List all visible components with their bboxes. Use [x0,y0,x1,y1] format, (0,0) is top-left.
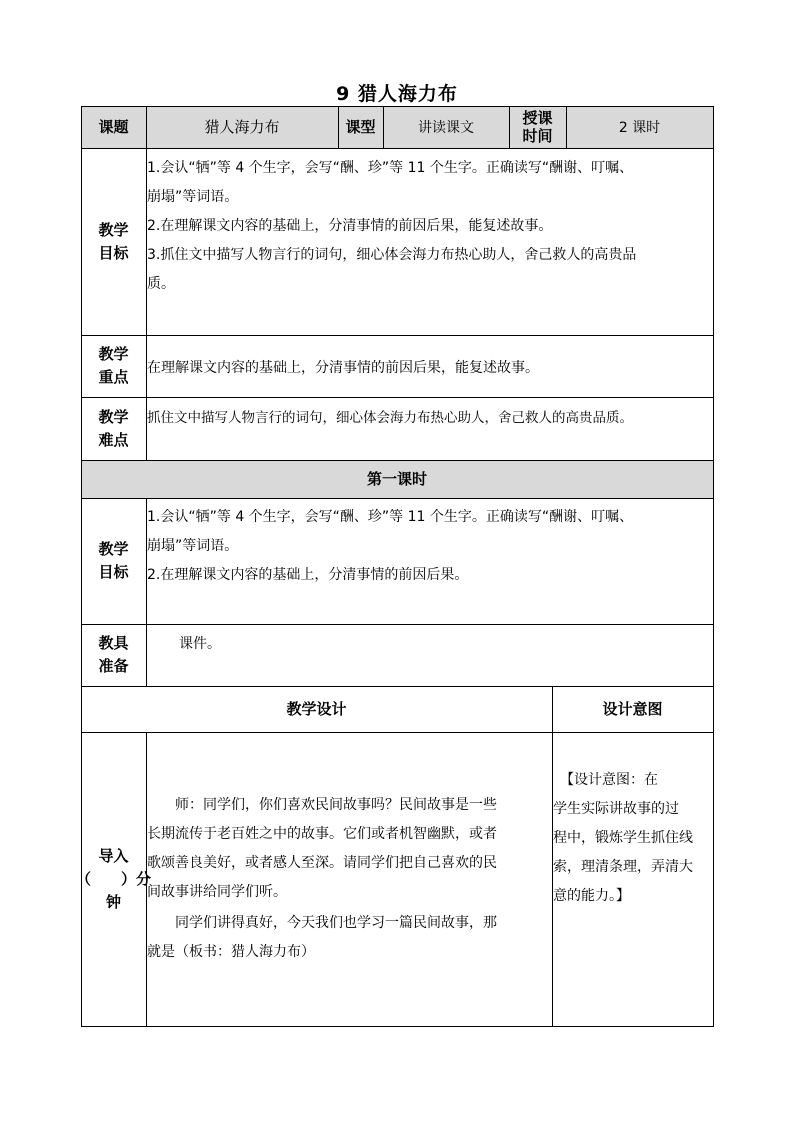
intro-label-line-3: 钟 [105,892,121,911]
intro-text [147,791,557,967]
goals-line: 1.会认“牺”等 4 个生字，会写“酬、珍”等 11 个生字。正确读写“酬谢、叮嘱、 [147,160,634,176]
lesson1-goals-label [81,498,146,624]
intro-line: 就是（板书：猎人海力布） [147,944,315,960]
grid-line [81,1026,714,1027]
difficulty-text: 抓住文中描写人物言行的词句，细心体会海力布热心助人，舍己救人的高贵品质。 [147,410,633,426]
time-label [509,106,566,148]
topic-value: 猎人海力布 [204,117,280,136]
lesson1-goals-line: 1.会认“牺”等 4 个生字，会写“酬、珍”等 11 个生字。正确读写“酬谢、叮嘱、 [147,509,634,525]
intro-label-line-2: （ ）分 [76,869,152,888]
grid-line [81,148,714,149]
grid-line [81,732,714,733]
intro-line: 长期流传于老百姓之中的故事。它们或者机智幽默，或者 [147,826,497,842]
tools-label-line-1: 教具 [98,634,129,652]
goals-label [81,148,146,335]
intro-line: 歌颂善良美好，或者感人至深。请同学们把自己喜欢的民 [147,855,497,871]
goals-text [147,154,715,299]
lesson1-goals-line: 崩塌”等词语。 [147,538,239,554]
intro-line: 间故事讲给同学们听。 [147,884,287,900]
intent-line: 程中，锻炼学生抓住线 [553,830,693,846]
grid-line [81,335,714,336]
lesson1-goals-label-line-2: 目标 [98,563,129,581]
intent-line: 意的能力。】 [553,888,630,904]
difficulty-label-line-2: 难点 [98,430,129,449]
intent-line: 学生实际讲故事的过 [553,801,679,817]
intro-label [76,732,152,1026]
goals-label-line-1: 教学 [98,220,129,239]
difficulty-label [81,397,146,460]
focus-text: 在理解课文内容的基础上，分清事情的前因后果，能复述故事。 [147,360,539,376]
lesson1-goals-text [147,503,715,590]
lesson1-goals-line: 2.在理解课文内容的基础上，分清事情的前因后果。 [147,567,469,583]
tools-label [81,624,146,686]
time-label-line-2: 时间 [522,127,553,145]
document-title: 9 猎人海力布 [336,83,458,105]
focus-label-line-2: 重点 [98,368,129,386]
tools-label-line-2: 准备 [98,657,129,675]
difficulty-label-line-1: 教学 [98,407,129,426]
lesson1-heading: 第一课时 [366,469,427,488]
intent-line: 【设计意图：在 [553,772,658,788]
focus-label-line-1: 教学 [98,345,129,363]
grid-line [81,498,714,499]
intent-line: 索，理清条理，弄清大 [553,859,693,875]
tools-text: 课件。 [179,636,221,652]
grid-line [81,397,714,398]
goals-line: 崩塌”等词语。 [147,189,239,205]
intent-header: 设计意图 [602,699,663,718]
focus-label [81,335,146,397]
intro-label-line-1: 导入 [98,846,129,865]
topic-label: 课题 [98,117,129,136]
goals-line: 2.在理解课文内容的基础上，分清事情的前因后果，能复述故事。 [147,218,553,234]
goals-line: 质。 [147,276,175,292]
time-value: 2 课时 [618,120,661,136]
type-value: 讲读课文 [418,120,474,136]
design-header: 教学设计 [286,699,347,718]
time-label-line-1: 授课 [522,109,553,127]
intro-line: 同学们讲得真好，今天我们也学习一篇民间故事，那 [147,915,497,931]
grid-line [81,624,714,625]
intro-line: 师：同学们，你们喜欢民间故事吗？民间故事是一些 [147,797,497,813]
goals-line: 3.抓住文中描写人物言行的词句，细心体会海力布热心助人，舍己救人的高贵品 [147,247,637,263]
type-label: 课型 [345,117,376,136]
intent-text [553,766,713,911]
lesson1-goals-label-line-1: 教学 [98,540,129,558]
goals-label-line-2: 目标 [98,243,129,262]
